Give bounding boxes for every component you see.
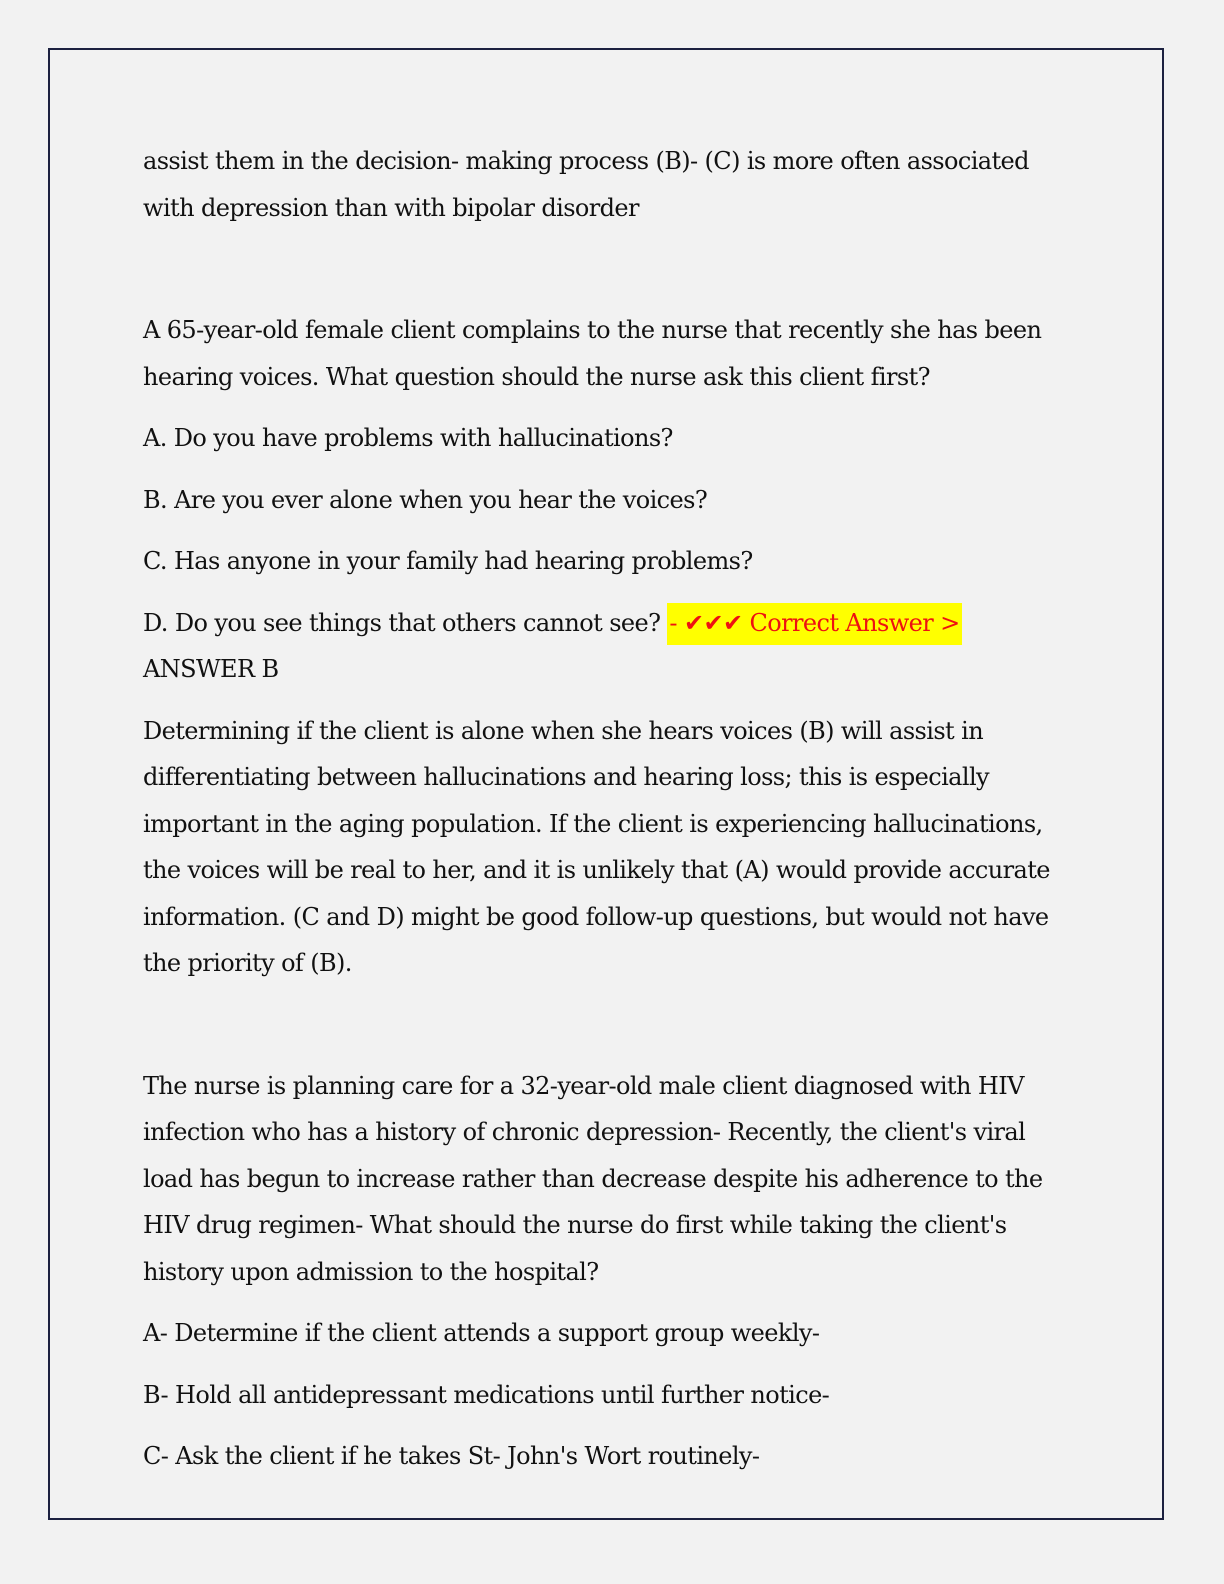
question-1-stem: A 65-year-old female client complains to the nurse that recently she has been hearing voices. What question should the nurse ask this client first? bbox=[143, 316, 1042, 391]
question-1-option-b: B. Are you ever alone when you hear the voices? bbox=[143, 485, 708, 514]
question-2-stem: The nurse is planning care for a 32-year-old male client diagnosed with HIV infection who has a history of chronic depression- Recently, the client's viral load has begun to increase rather than decrease despite his adherence to the HIV drug regimen- What should the nurse do first while taking the client's history upon admission to the hospital? bbox=[143, 1071, 1043, 1286]
correct-answer-highlight: - ✔✔✔ Correct Answer > bbox=[667, 603, 961, 645]
question-1-answer: ANSWER B bbox=[143, 655, 279, 683]
question-2-block bbox=[143, 1063, 1073, 1480]
question-1-block bbox=[143, 307, 1073, 987]
question-1-option-c: C. Has anyone in your family had hearing problems? bbox=[143, 547, 753, 575]
question-2-option-b: B- Hold all antidepressant medications until further notice- bbox=[143, 1380, 830, 1409]
question-1-option-a: A. Do you have problems with hallucinations? bbox=[143, 424, 673, 452]
question-1-rationale: Determining if the client is alone when she hears voices (B) will assist in differentiating between hallucinations and hearing loss; this is especially important in the aging population. If the client is experiencing hallucinations, the voices will be real to her, and it is unlikely that (A) would provide accurate information. (C and D) might be good follow-up questions, but would not have the priority of (B). bbox=[143, 716, 1050, 977]
question-2-option-a: A- Determine if the client attends a support group weekly- bbox=[143, 1319, 820, 1347]
question-2-option-c: C- Ask the client if he takes St- John's Wort routinely- bbox=[143, 1442, 760, 1470]
document-content bbox=[143, 138, 1073, 1480]
intro-continuation: assist them in the decision- making process (B)- (C) is more often associated with depression than with bipolar disorder bbox=[143, 147, 1029, 222]
question-1-option-d-line bbox=[143, 600, 1073, 693]
question-1-option-d: D. Do you see things that others cannot see? bbox=[143, 608, 661, 637]
